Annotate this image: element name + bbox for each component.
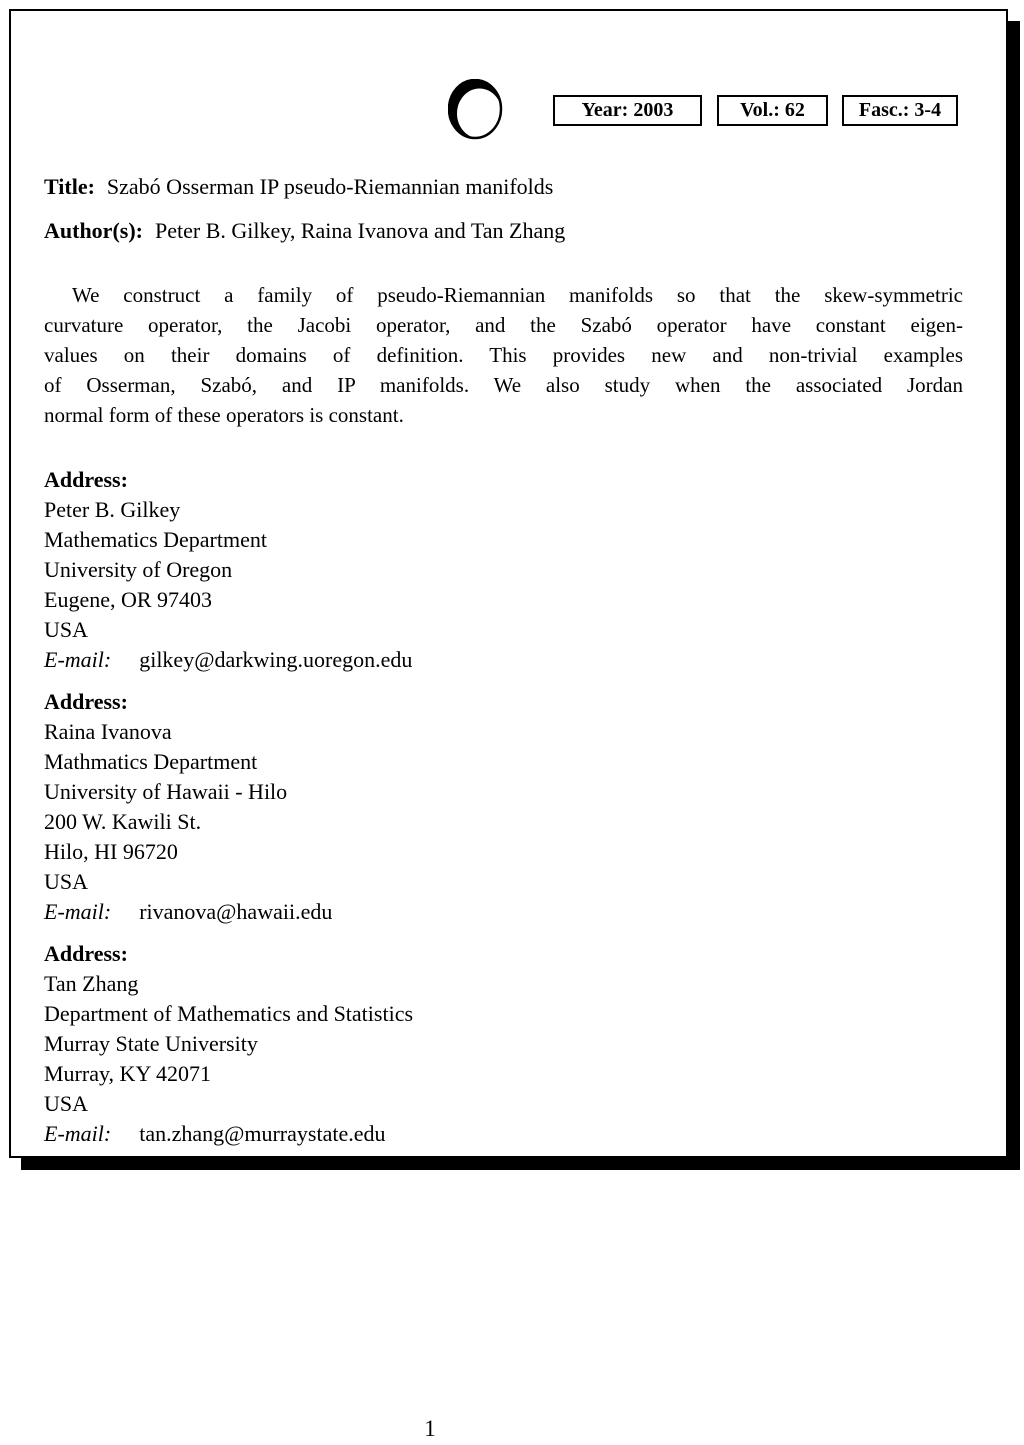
email-address: rivanova@hawaii.edu xyxy=(139,899,333,924)
journal-header xyxy=(44,79,963,141)
abstract-line: curvature operator, the Jacobi operator, and the Szabó operator have constant eigen- xyxy=(44,313,963,337)
email-label: E-mail: xyxy=(44,647,112,672)
abstract-line: of Osserman, Szabó, and IP manifolds. We also study when the associated Jordan xyxy=(44,373,963,397)
title-label: Title: xyxy=(44,174,95,199)
authors-line xyxy=(44,216,963,246)
address-line: Peter B. Gilkey xyxy=(44,497,181,522)
address-line: USA xyxy=(44,1091,89,1116)
year-badge: Year: 2003 xyxy=(553,95,702,126)
abstract-line: values on their domains of definition. This provides new and non-trivial examples xyxy=(44,343,963,367)
page-number: 1 xyxy=(424,1416,436,1441)
address-line: Eugene, OR 97403 xyxy=(44,587,213,612)
crescent-moon-logo-icon xyxy=(448,79,504,141)
abstract-paragraph xyxy=(44,280,963,430)
email-address: tan.zhang@murraystate.edu xyxy=(139,1121,386,1146)
address-block-zhang xyxy=(44,939,963,1149)
address-line: USA xyxy=(44,617,89,642)
address-line: 200 W. Kawili St. xyxy=(44,809,202,834)
address-heading: Address: xyxy=(44,467,128,492)
title-line xyxy=(44,172,963,202)
address-line: Hilo, HI 96720 xyxy=(44,839,178,864)
address-line: Department of Mathematics and Statistics xyxy=(44,1001,414,1026)
email-address: gilkey@darkwing.uoregon.edu xyxy=(139,647,413,672)
address-heading: Address: xyxy=(44,941,128,966)
address-line: Raina Ivanova xyxy=(44,719,172,744)
address-line: Tan Zhang xyxy=(44,971,139,996)
email-line xyxy=(44,645,963,675)
address-block-ivanova xyxy=(44,687,963,927)
address-line: USA xyxy=(44,869,89,894)
address-section xyxy=(44,465,963,1149)
authors-label: Author(s): xyxy=(44,218,143,243)
address-heading: Address: xyxy=(44,689,128,714)
article-authors: Peter B. Gilkey, Raina Ivanova and Tan Zhang xyxy=(155,218,566,243)
address-line: Murray State University xyxy=(44,1031,258,1056)
article-title: Szabó Osserman IP pseudo-Riemannian manifolds xyxy=(106,174,554,199)
address-line: Murray, KY 42071 xyxy=(44,1061,212,1086)
address-line: Mathmatics Department xyxy=(44,749,258,774)
address-line: University of Oregon xyxy=(44,557,233,582)
article-record-sheet xyxy=(9,9,1008,1158)
address-block-gilkey xyxy=(44,465,963,675)
email-line xyxy=(44,897,963,927)
volume-badge: Vol.: 62 xyxy=(717,95,828,126)
fascicle-badge: Fasc.: 3-4 xyxy=(842,95,958,126)
address-line: Mathematics Department xyxy=(44,527,267,552)
email-line xyxy=(44,1119,963,1149)
abstract-line: We construct a family of pseudo-Riemannian manifolds so that the skew-symmetric xyxy=(72,283,963,307)
email-label: E-mail: xyxy=(44,899,112,924)
abstract-line: normal form of these operators is constant. xyxy=(44,403,404,427)
address-line: University of Hawaii - Hilo xyxy=(44,779,288,804)
email-label: E-mail: xyxy=(44,1121,112,1146)
